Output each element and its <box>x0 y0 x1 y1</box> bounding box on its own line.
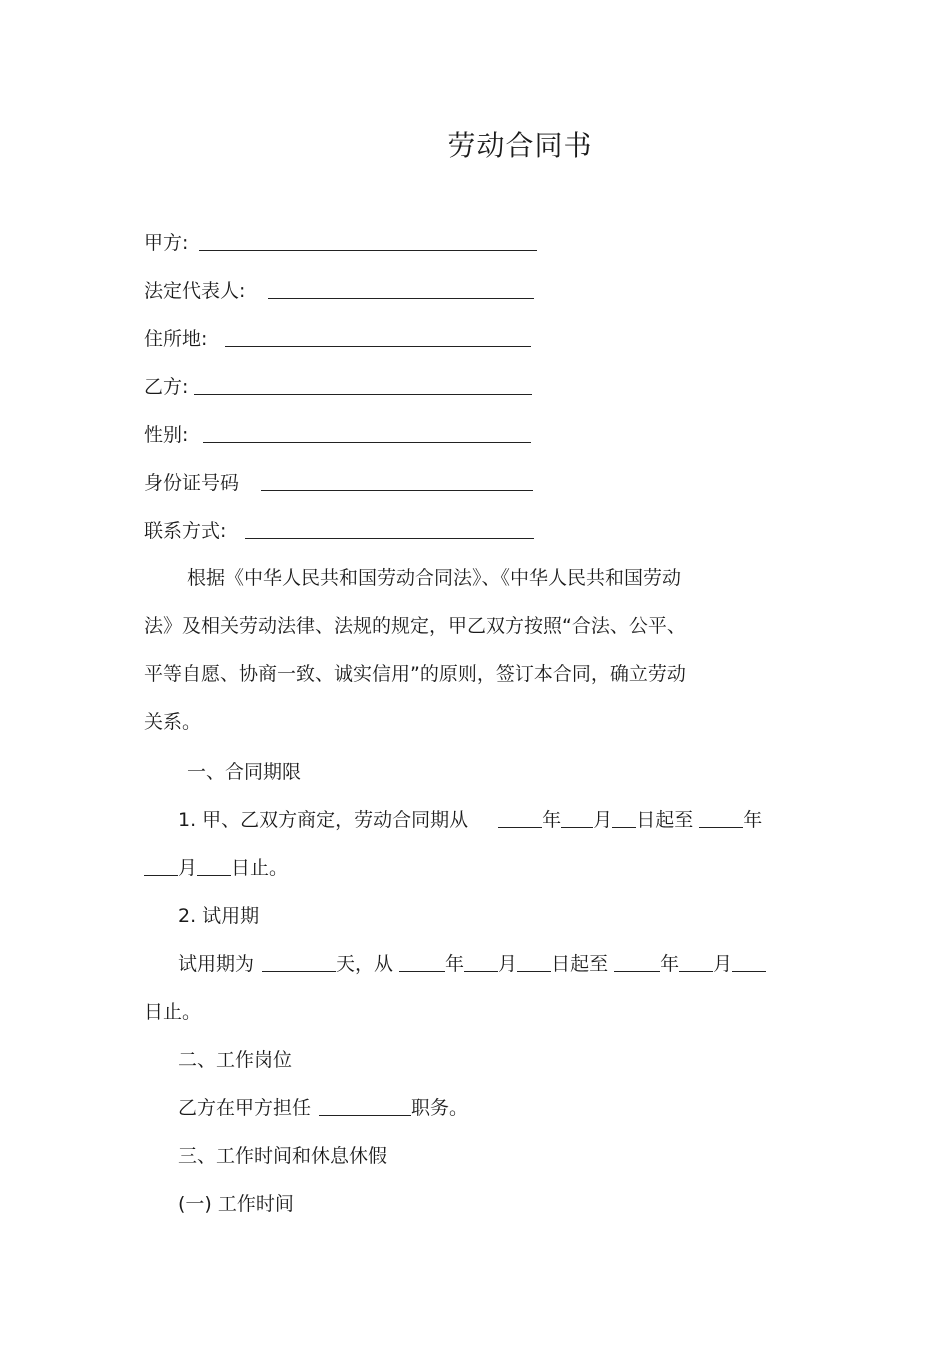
subsection-1-heading: (一) 工作时间 <box>178 1193 294 1215</box>
section-2-heading: 二、工作岗位 <box>178 1049 293 1071</box>
section-3-heading: 三、工作时间和休息休假 <box>178 1145 388 1167</box>
position-blank <box>319 1097 411 1116</box>
party-b-label: 乙方: <box>144 376 189 398</box>
intro-line-1: 根据《中华人民共和国劳动合同法》、《中华人民共和国劳动 <box>187 567 682 589</box>
term-line-2 <box>144 853 288 883</box>
address-blank <box>225 324 531 347</box>
document-title: 劳动合同书 <box>447 129 593 162</box>
contact-blank <box>245 516 534 539</box>
intro-line-3: 平等自愿、协商一致、诚实信用”的原则，签订本合同，确立劳动 <box>144 663 686 685</box>
probation-days-blank <box>262 953 336 972</box>
position-prefix: 乙方在甲方担任 <box>178 1097 312 1119</box>
party-a-blank <box>199 228 537 251</box>
gender-blank <box>203 420 531 443</box>
gender-label: 性别: <box>144 424 189 446</box>
contact-label: 联系方式: <box>144 520 227 542</box>
position-suffix: 职务。 <box>411 1097 469 1119</box>
probation-month2-label: 月 <box>713 953 733 975</box>
section-1-heading: 一、合同期限 <box>187 761 302 783</box>
probation-days-label: 天，从 <box>336 953 394 975</box>
id-number-blank <box>261 468 533 491</box>
probation-end-day-blank <box>732 953 766 972</box>
term-start-day-blank <box>612 809 636 828</box>
probation-month-label: 月 <box>498 953 518 975</box>
term-end-day-blank <box>197 857 231 876</box>
item-2-heading: 2. 试用期 <box>178 905 260 927</box>
term-year2-label: 年 <box>743 809 763 831</box>
probation-year2-label: 年 <box>660 953 680 975</box>
term-day-end-label: 日止。 <box>231 857 289 879</box>
id-number-label: 身份证号码 <box>144 472 240 494</box>
term-start-year-blank <box>498 809 542 828</box>
term-start-month-blank <box>561 809 593 828</box>
intro-line-4: 关系。 <box>144 711 202 733</box>
party-a-label: 甲方: <box>144 232 189 254</box>
probation-line-1 <box>178 949 766 979</box>
address-label: 住所地: <box>144 328 208 350</box>
term-year-label: 年 <box>542 809 562 831</box>
probation-end-year-blank <box>614 953 660 972</box>
term-end-year-blank <box>699 809 743 828</box>
probation-start-year-blank <box>399 953 445 972</box>
probation-start-day-blank <box>517 953 551 972</box>
term-prefix: 1. 甲、乙双方商定，劳动合同期从 <box>178 809 469 831</box>
term-line-1 <box>178 805 762 835</box>
legal-rep-blank <box>268 276 534 299</box>
term-month-label: 月 <box>593 809 613 831</box>
probation-line-2: 日止。 <box>144 1001 202 1023</box>
probation-year-label: 年 <box>445 953 465 975</box>
probation-start-month-blank <box>464 953 498 972</box>
probation-end-month-blank <box>679 953 713 972</box>
term-day-from-label: 日起至 <box>636 809 694 831</box>
intro-line-2: 法》及相关劳动法律、法规的规定，甲乙双方按照“合法、公平、 <box>144 615 686 637</box>
legal-rep-label: 法定代表人: <box>144 280 246 302</box>
term-month2-label: 月 <box>178 857 198 879</box>
term-end-month-blank <box>144 857 178 876</box>
probation-day-from-label: 日起至 <box>551 953 609 975</box>
party-b-blank <box>194 372 532 395</box>
probation-prefix: 试用期为 <box>178 953 255 975</box>
position-line <box>178 1093 468 1123</box>
